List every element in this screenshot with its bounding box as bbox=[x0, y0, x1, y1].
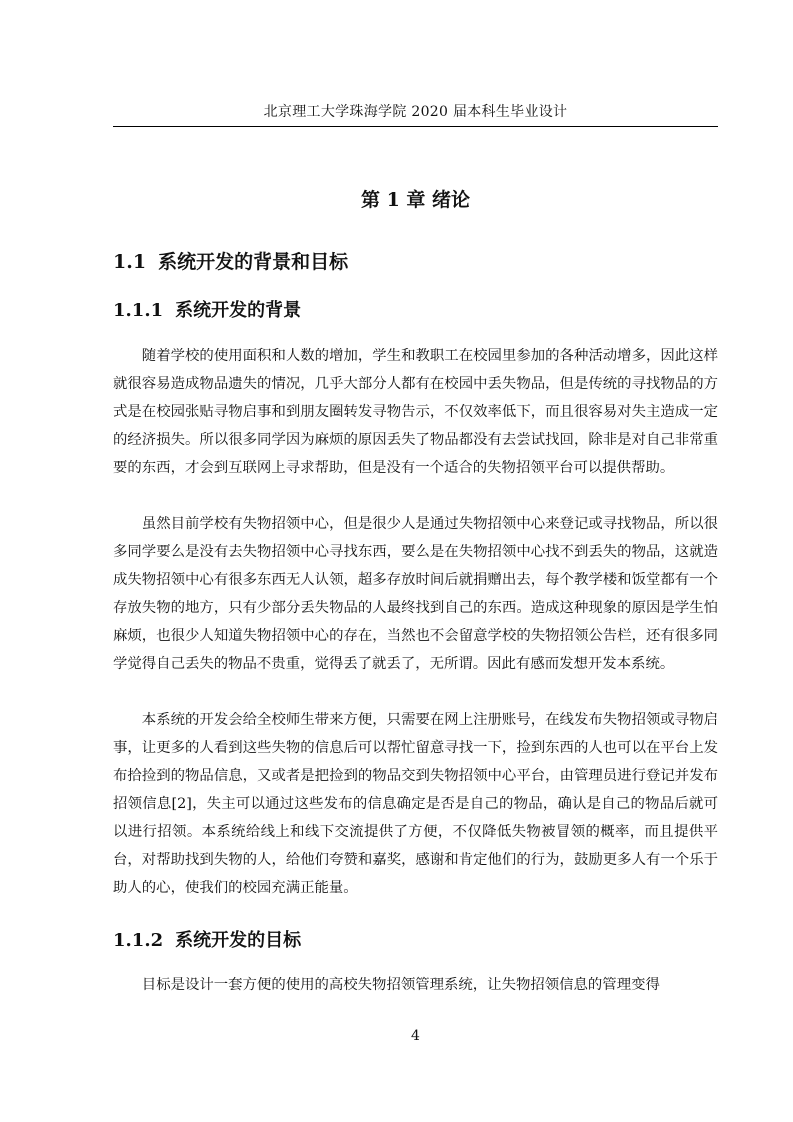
section-title: 系统开发的背景和目标 bbox=[158, 251, 349, 273]
paragraph-background-2: 虽然目前学校有失物招领中心，但是很少人是通过失物招领中心来登记或寻找物品，所以很多同学要么是没有去失物招领中心寻找东西，要么是在失物招领中心找不到丢失的物品，这就造成失物招领中心有很多东西无人认领，超多存放时间后就捐赠出去，每个教学楼和饭堂都有一个存放失物的地方，只有少部分丢失物品的人最终找到自己的东西。造成这种现象的原因是学生怕麻烦，也很少人知道失物招领中心的存在，当然也不会留意学校的失物招领公告栏，还有很多同学觉得自己丢失的物品不贵重，觉得丢了就丢了，无所谓。因此有感而发想开发本系统。 bbox=[113, 516, 718, 672]
subsection-number: 1.1.2 bbox=[113, 930, 164, 951]
paragraph-background-3: 本系统的开发会给全校师生带来方便，只需要在网上注册账号，在线发布失物招领或寻物启事，让更多的人看到这些失物的信息后可以帮忙留意寻找一下，捡到东西的人也可以在平台上发布拾捡到的物品信息，又或者是把捡到的物品交到失物招领中心平台，由管理员进行登记并发布招领信息[2]，失主可以通过这些发布的信息确定是否是自己的物品，确认是自己的物品后就可以进行招领。本系统给线上和线下交流提供了方便，不仅降低失物被冒领的概率，而且提供平台，对帮助找到失物的人，给他们夸赞和嘉奖，感谢和肯定他们的行为，鼓励更多人有一个乐于助人的心，使我们的校园充满正能量。 bbox=[113, 712, 718, 896]
page-number: 4 bbox=[411, 1028, 420, 1044]
subsection-heading-1-1-1 bbox=[113, 298, 301, 324]
subsection-number: 1.1.1 bbox=[113, 300, 164, 321]
subsection-title: 系统开发的目标 bbox=[175, 930, 302, 951]
chapter-title: 第 1 章 绪论 bbox=[360, 189, 471, 211]
subsection-title: 系统开发的背景 bbox=[175, 300, 302, 321]
paragraph-background-1: 随着学校的使用面积和人数的增加，学生和教职工在校园里参加的各种活动增多，因此这样就很容易造成物品遗失的情况，几乎大部分人都有在校园中丢失物品，但是传统的寻找物品的方式是在校园张贴寻物启事和到朋友圈转发寻物告示，不仅效率低下，而且很容易对失主造成一定的经济损失。所以很多同学因为麻烦的原因丢失了物品都没有去尝试找回，除非是对自己非常重要的东西，才会到互联网上寻求帮助，但是没有一个适合的失物招领平台可以提供帮助。 bbox=[113, 348, 718, 476]
section-number: 1.1 bbox=[113, 251, 147, 273]
section-heading-1-1 bbox=[113, 248, 348, 276]
subsection-heading-1-1-2 bbox=[113, 928, 301, 954]
running-header: 北京理工大学珠海学院 2020 届本科生毕业设计 bbox=[263, 104, 568, 120]
paragraph-target: 目标是设计一套方便的使用的高校失物招领管理系统，让失物招领信息的管理变得 bbox=[141, 977, 660, 993]
header-divider bbox=[113, 126, 718, 127]
